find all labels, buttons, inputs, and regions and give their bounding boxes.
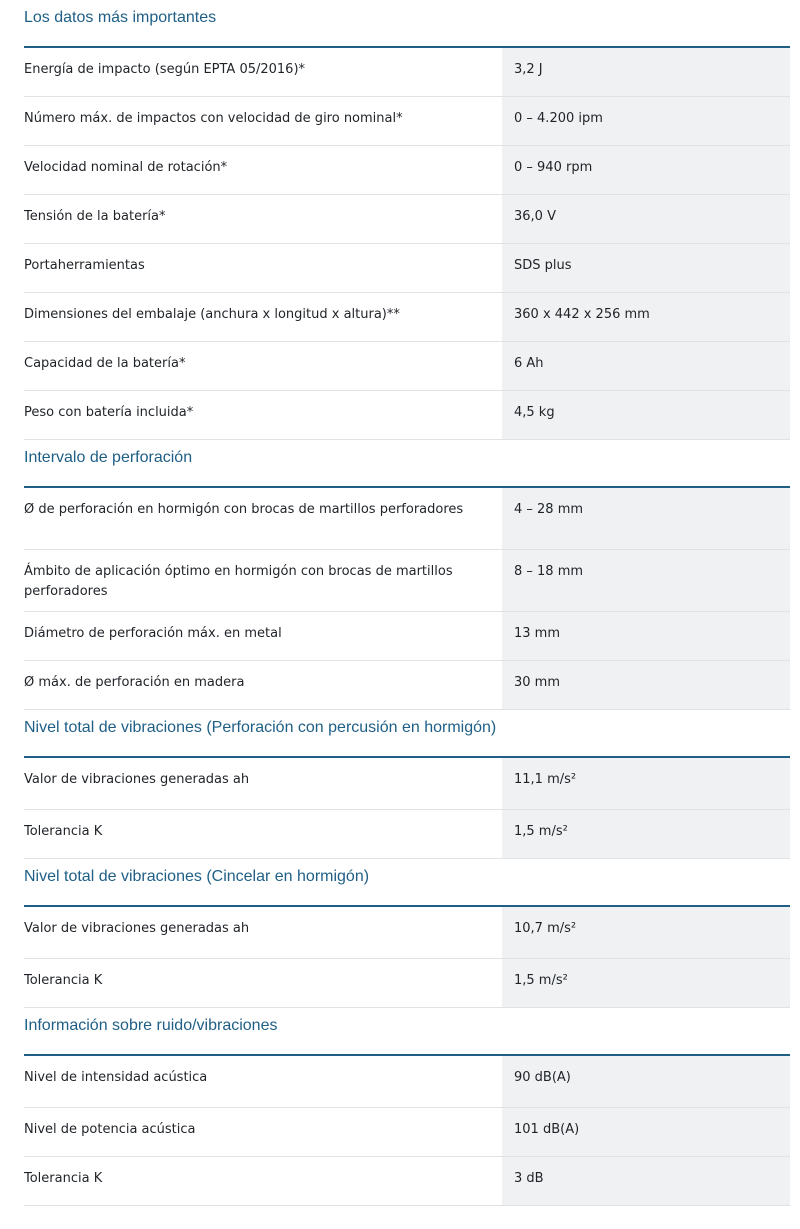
section-title: Intervalo de perforación bbox=[24, 449, 193, 466]
spec-section-vibration-drilling bbox=[0, 710, 800, 859]
spec-label: Portaherramientas bbox=[24, 258, 145, 273]
spec-value: 101 dB(A) bbox=[502, 1108, 790, 1156]
spec-row bbox=[24, 1056, 790, 1108]
spec-value: 1,5 m/s² bbox=[502, 810, 790, 858]
spec-row bbox=[24, 146, 790, 195]
section-title: Información sobre ruido/vibraciones bbox=[24, 1017, 278, 1034]
spec-row bbox=[24, 342, 790, 391]
spec-label: Ámbito de aplicación óptimo en hormigón con brocas de martillos perforadores bbox=[24, 564, 453, 599]
spec-row bbox=[24, 244, 790, 293]
spec-label: Tolerancia K bbox=[24, 824, 103, 839]
spec-label: Tolerancia K bbox=[24, 1171, 103, 1186]
spec-label: Tolerancia K bbox=[24, 973, 103, 988]
spec-value: 10,7 m/s² bbox=[502, 907, 790, 958]
spec-label: Nivel de intensidad acústica bbox=[24, 1070, 208, 1085]
spec-value: 0 – 4.200 ipm bbox=[502, 97, 790, 145]
section-title: Nivel total de vibraciones (Perforación con percusión en hormigón) bbox=[24, 719, 497, 736]
spec-value: 11,1 m/s² bbox=[502, 758, 790, 809]
spec-section-drilling-range bbox=[0, 440, 800, 710]
spec-label: Nivel de potencia acústica bbox=[24, 1122, 196, 1137]
spec-label: Energía de impacto (según EPTA 05/2016)* bbox=[24, 62, 306, 77]
spec-row bbox=[24, 1108, 790, 1157]
section-title: Nivel total de vibraciones (Cincelar en hormigón) bbox=[24, 868, 370, 885]
spec-value: 6 Ah bbox=[502, 342, 790, 390]
spec-label: Capacidad de la batería* bbox=[24, 356, 186, 371]
spec-row bbox=[24, 1157, 790, 1206]
spec-row bbox=[24, 810, 790, 859]
spec-row bbox=[24, 195, 790, 244]
spec-value: 4 – 28 mm bbox=[502, 488, 790, 549]
spec-label: Diámetro de perforación máx. en metal bbox=[24, 626, 282, 641]
spec-row bbox=[24, 550, 790, 612]
spec-label: Ø máx. de perforación en madera bbox=[24, 675, 245, 690]
spec-value: 1,5 m/s² bbox=[502, 959, 790, 1007]
spec-label: Ø de perforación en hormigón con brocas de martillos perforadores bbox=[24, 502, 464, 517]
spec-label: Tensión de la batería* bbox=[24, 209, 166, 224]
spec-value: 0 – 940 rpm bbox=[502, 146, 790, 194]
spec-row bbox=[24, 959, 790, 1008]
spec-label: Valor de vibraciones generadas ah bbox=[24, 772, 250, 787]
spec-value: 13 mm bbox=[502, 612, 790, 660]
spec-row bbox=[24, 488, 790, 550]
spec-label: Velocidad nominal de rotación* bbox=[24, 160, 228, 175]
spec-row bbox=[24, 661, 790, 710]
spec-row bbox=[24, 48, 790, 97]
spec-section-main bbox=[0, 0, 800, 440]
spec-section-vibration-chiseling bbox=[0, 859, 800, 1008]
spec-value: 3,2 J bbox=[502, 48, 790, 96]
spec-value: 8 – 18 mm bbox=[502, 550, 790, 611]
spec-label: Peso con batería incluida* bbox=[24, 405, 194, 420]
spec-value: 4,5 kg bbox=[502, 391, 790, 439]
spec-row bbox=[24, 293, 790, 342]
spec-row bbox=[24, 612, 790, 661]
spec-section-noise-vibration bbox=[0, 1008, 800, 1206]
spec-label: Valor de vibraciones generadas ah bbox=[24, 921, 250, 936]
spec-row bbox=[24, 758, 790, 810]
spec-value: 360 x 442 x 256 mm bbox=[502, 293, 790, 341]
spec-label: Dimensiones del embalaje (anchura x longitud x altura)** bbox=[24, 307, 400, 322]
spec-row bbox=[24, 907, 790, 959]
spec-value: 36,0 V bbox=[502, 195, 790, 243]
spec-value: SDS plus bbox=[502, 244, 790, 292]
spec-value: 3 dB bbox=[502, 1157, 790, 1205]
spec-row bbox=[24, 391, 790, 440]
spec-value: 30 mm bbox=[502, 661, 790, 709]
section-title: Los datos más importantes bbox=[24, 9, 217, 26]
spec-row bbox=[24, 97, 790, 146]
spec-value: 90 dB(A) bbox=[502, 1056, 790, 1107]
spec-label: Número máx. de impactos con velocidad de giro nominal* bbox=[24, 111, 403, 126]
